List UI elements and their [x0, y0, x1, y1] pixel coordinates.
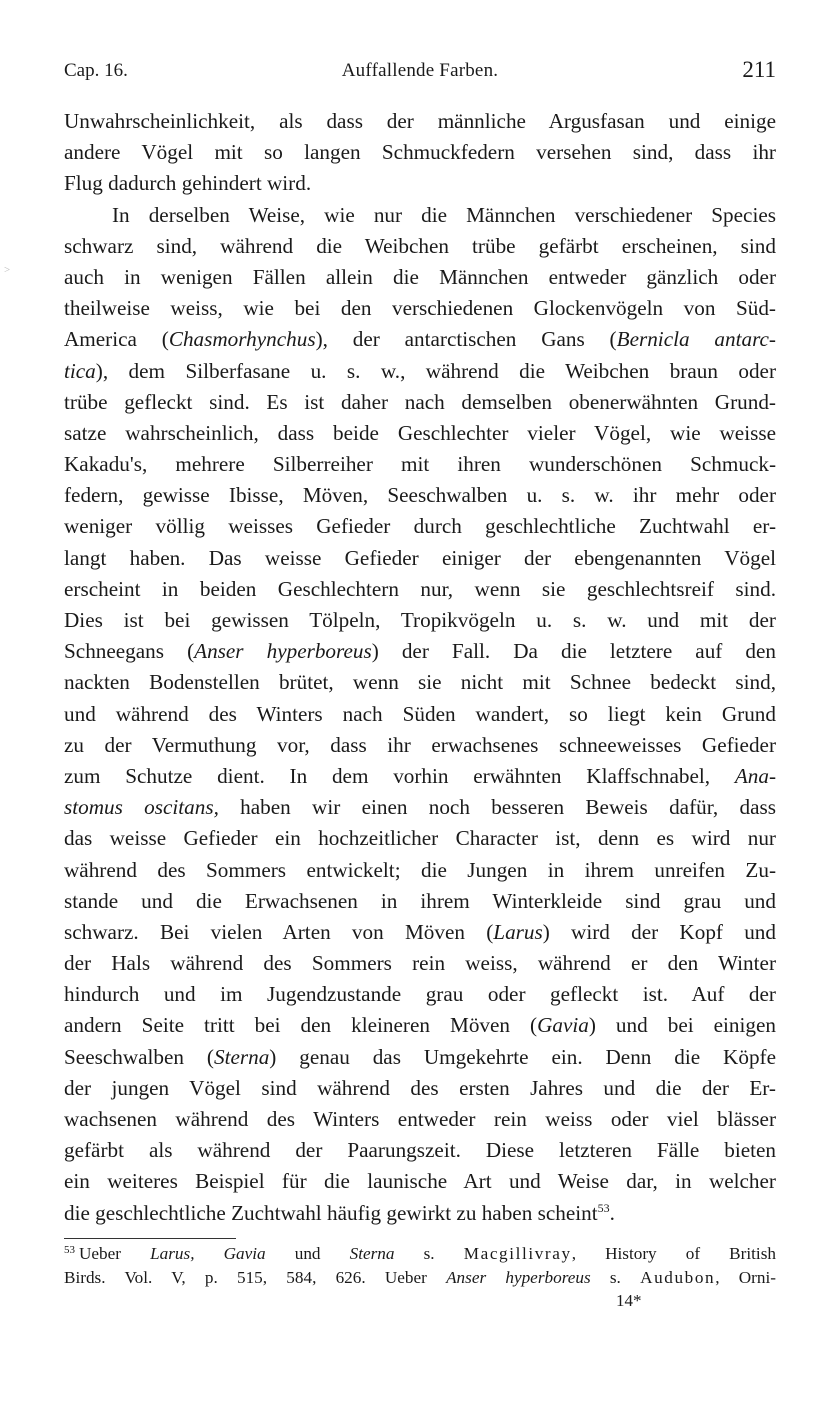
text-line: der jungen Vögel sind während des ersten Jahres und die der Er-: [64, 1075, 776, 1100]
page-number: 211: [742, 57, 776, 82]
text-line: federn, gewisse Ibisse, Möven, Seeschwalben u. s. w. ihr mehr oder: [64, 483, 776, 508]
text-line: ein weiteres Beispiel für die launische Art und Weise dar, in welcher: [64, 1169, 776, 1194]
species-name-end: tica: [64, 358, 96, 383]
text-line: weniger völlig weisses Gefieder durch geschlechtliche Zuchtwahl er-: [64, 514, 776, 539]
text-run: schwarz. Bei vielen Arten von Möven (: [64, 919, 494, 944]
text-line: schwarz sind, während die Weibchen trübe gefärbt erscheinen, sind: [64, 233, 776, 258]
text-run: s.: [590, 1268, 641, 1287]
footnote-line: [64, 1266, 776, 1290]
footnotes: [64, 1242, 776, 1290]
text-run: ) und bei einigen: [588, 1013, 776, 1038]
author-name: Audubon: [640, 1268, 716, 1287]
genus-name: Larus: [493, 919, 543, 944]
text-line: während des Sommers entwickelt; die Jungen in ihrem unreifen Zu-: [64, 857, 776, 882]
species-name: Bernicla antarc-: [616, 327, 776, 352]
text-run: andern Seite tritt bei den kleineren Möven (: [64, 1013, 538, 1038]
text-run: Schneegans (: [64, 639, 195, 664]
text-run: ) wird der Kopf und: [542, 919, 776, 944]
text-run: ) genau das Umgekehrte ein. Denn die Köpfe: [269, 1044, 777, 1069]
text-line: langt haben. Das weisse Gefieder einiger der ebengenannten Vögel: [64, 545, 776, 570]
text-line: andere Vögel mit so langen Schmuckfedern versehen sind, dass ihr: [64, 140, 776, 165]
text-line: [64, 324, 776, 355]
text-line: Dies ist bei gewissen Tölpeln, Tropikvögeln u. s. w. und mit der: [64, 608, 776, 632]
running-header: [64, 57, 776, 90]
text-line: auch in wenigen Fällen allein die Männchen entweder gänzlich oder: [64, 264, 776, 289]
text-line: das weisse Gefieder ein hochzeitlicher Character ist, denn es wird nur: [64, 826, 776, 851]
text-run: ) der Fall. Da die letztere auf den: [371, 639, 776, 664]
text-run: America (: [64, 327, 169, 352]
text-line: [64, 761, 776, 792]
body-text: [64, 106, 776, 1229]
text-line: stande und die Erwachsenen in ihrem Winterkleide sind grau und: [64, 888, 776, 913]
genus-name: Sterna: [213, 1044, 270, 1069]
text-line: trübe gefleckt sind. Es ist daher nach demselben obenerwähnten Grund-: [64, 389, 776, 414]
text-line: wachsenen während des Winters entweder rein weiss oder viel blässer: [64, 1107, 776, 1131]
genus-name: Chasmorhynchus: [168, 327, 316, 352]
chapter-label: Cap. 16.: [64, 60, 128, 81]
text-line: Kakadu's, mehrere Silberreiher mit ihren wunderschönen Schmuck-: [64, 452, 776, 477]
text-run: Ueber: [79, 1244, 151, 1263]
paragraph-start-line: In derselben Weise, wie nur die Männchen verschiedener Species: [112, 202, 776, 227]
text-line: Flug dadurch gehindert wird.: [64, 171, 312, 196]
text-run: Birds. Vol. V, p. 515, 584, 626. Ueber: [64, 1268, 447, 1287]
text-run: , Orni-: [715, 1268, 776, 1287]
text-line: gefärbt als während der Paarungszeit. Diese letzteren Fälle bieten: [64, 1138, 776, 1163]
text-run: ), dem Silberfasane u. s. w., während die Weibchen braun oder: [95, 358, 776, 383]
text-line: [64, 636, 776, 667]
text-line: [64, 1042, 776, 1073]
text-run: und: [265, 1244, 350, 1263]
text-line: [64, 917, 776, 948]
text-run: ), der antarctischen Gans (: [315, 327, 617, 352]
text-run: Seeschwalben (: [64, 1044, 214, 1069]
text-line: der Hals während des Sommers rein weiss, während er den Winter: [64, 951, 776, 976]
species-name: Anser hyperboreus: [194, 639, 372, 664]
text-line: erscheint in beiden Geschlechtern nur, wenn sie geschlechtsreif sind.: [64, 576, 776, 601]
text-line: und während des Winters nach Süden wandert, so liegt kein Grund: [64, 701, 776, 726]
signature-mark: 14*: [616, 1291, 642, 1310]
text-line: satze wahrscheinlich, dass beide Geschlechter vieler Vögel, wie weisse: [64, 420, 776, 445]
text-line: [64, 1198, 776, 1229]
genus-name: Sterna: [349, 1244, 395, 1263]
species-name-end: stomus oscitans,: [64, 795, 219, 820]
text-line: hindurch und im Jugendzustande grau oder gefleckt ist. Auf der: [64, 982, 776, 1007]
footnote-reference: 53: [597, 1200, 610, 1215]
footnote-line: [64, 1242, 776, 1266]
text-line: zu der Vermuthung vor, dass ihr erwachsenes schneeweisses Gefieder: [64, 732, 776, 757]
text-line: theilweise weiss, wie bei den verschiedenen Glockenvögeln von Süd-: [64, 296, 776, 321]
text-line: Unwahrscheinlichkeit, als dass der männliche Argusfasan und einige: [64, 109, 776, 133]
text-run: .: [609, 1200, 615, 1225]
text-line: [64, 356, 776, 387]
scan-speck: ˃: [4, 264, 11, 276]
species-name: Ana-: [734, 763, 776, 788]
text-line: nackten Bodenstellen brütet, wenn sie nicht mit Schnee bedeckt sind,: [64, 670, 776, 695]
footnote-rule: [64, 1238, 236, 1239]
author-name: Macgillivray: [463, 1244, 572, 1263]
text-run: haben wir einen noch besseren Beweis dafür, dass: [218, 795, 776, 820]
text-line: [64, 792, 776, 823]
text-run: , History of British: [571, 1244, 776, 1263]
text-run: zum Schutze dient. In dem vorhin erwähnten Klaffschnabel,: [64, 763, 735, 788]
text-line: [64, 1010, 776, 1041]
running-title: Auffallende Farben.: [341, 60, 499, 81]
text-run: s.: [394, 1244, 464, 1263]
species-name: Anser hyperboreus: [446, 1268, 591, 1287]
text-run: die geschlechtliche Zuchtwahl häufig gewirkt zu haben scheint: [64, 1200, 598, 1225]
footnote-number: 53: [64, 1244, 75, 1256]
genus-name: Gavia: [537, 1013, 589, 1038]
genus-names: Larus, Gavia: [150, 1244, 266, 1263]
